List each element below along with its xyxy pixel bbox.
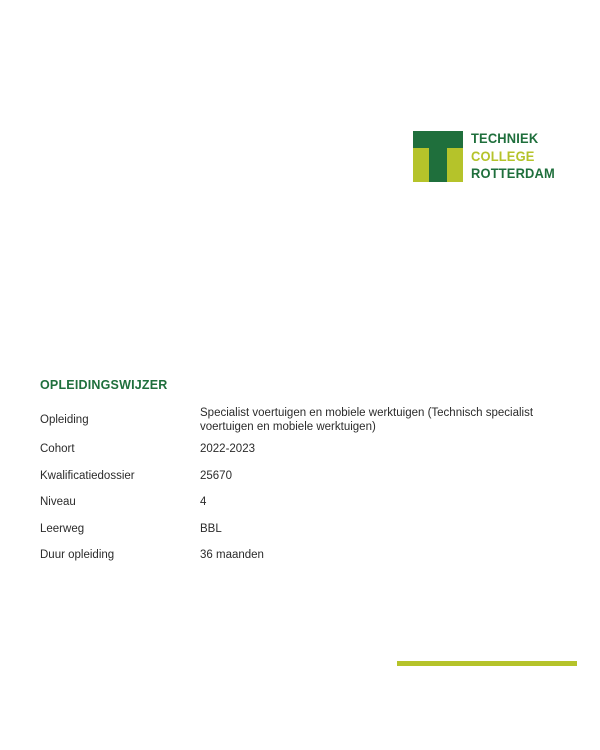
college-logo — [413, 131, 573, 183]
info-value: 2022-2023 — [200, 443, 255, 456]
info-value: Specialist voertuigen en mobiele werktuigen (Technisch specialist voertuigen en mobiele werktuigen) — [200, 406, 534, 433]
info-row-cohort — [40, 436, 560, 463]
info-label: Duur opleiding — [40, 549, 115, 562]
info-value: 25670 — [200, 469, 232, 482]
info-label: Leerweg — [40, 522, 85, 535]
info-row-leerweg — [40, 516, 560, 543]
info-row-niveau — [40, 489, 560, 516]
accent-divider — [397, 661, 577, 666]
info-value: 4 — [200, 496, 207, 509]
info-value: BBL — [200, 522, 222, 535]
info-label: Niveau — [40, 496, 76, 509]
logo-line-college: COLLEGE — [471, 147, 535, 164]
info-row-opleiding — [40, 403, 560, 436]
info-row-duur-opleiding — [40, 542, 560, 569]
info-value: 36 maanden — [200, 549, 264, 562]
program-info-table — [40, 403, 560, 569]
document-title: OPLEIDINGSWIJZER — [40, 378, 168, 392]
logo-wordmark — [471, 130, 555, 183]
info-label: Kwalificatiedossier — [40, 469, 135, 482]
logo-t-mark-icon — [413, 131, 463, 182]
info-label: Cohort — [40, 443, 75, 456]
logo-line-rotterdam: ROTTERDAM — [471, 165, 555, 181]
info-label: Opleiding — [40, 413, 89, 426]
info-row-kwalificatiedossier — [40, 463, 560, 490]
logo-line-techniek: TECHNIEK — [471, 130, 539, 146]
